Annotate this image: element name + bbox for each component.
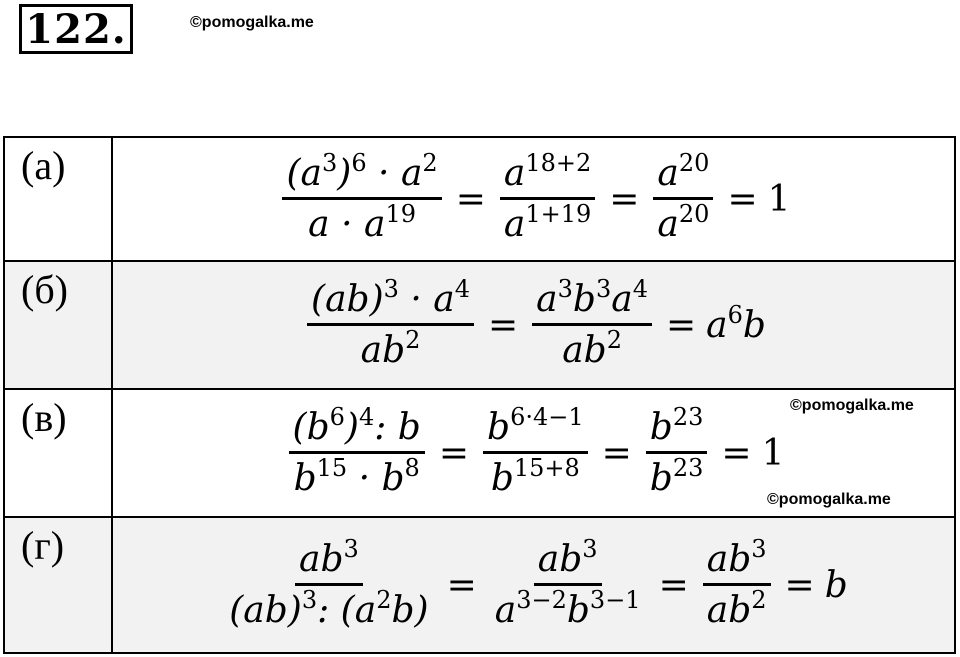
equals-sign: =	[601, 432, 632, 474]
row-label: (б)	[4, 261, 112, 389]
numerator: $(ab)^3 \cdot a^4$	[307, 279, 474, 325]
watermark-top: ©pomogalka.me	[190, 14, 314, 31]
fraction	[483, 403, 588, 499]
fraction	[532, 275, 652, 371]
denominator: $a^{1+19}$	[503, 199, 592, 245]
expression-cell	[112, 261, 955, 389]
denominator: $b^{15} \cdot b^8$	[293, 453, 420, 499]
numerator: $(b^6)^4$: b	[289, 407, 425, 453]
equals-sign: =	[666, 304, 697, 346]
equals-sign: =	[658, 564, 689, 606]
equals-sign: =	[727, 178, 758, 220]
equation	[276, 149, 791, 245]
row-g	[4, 517, 955, 653]
denominator: $ab^2$	[706, 585, 767, 631]
fraction	[703, 535, 771, 631]
fraction	[225, 535, 432, 631]
equals-sign: =	[455, 178, 486, 220]
row-label: (а)	[4, 137, 112, 261]
equals-sign: =	[446, 564, 477, 606]
fraction	[500, 149, 595, 245]
result: 1	[767, 178, 791, 220]
numerator: $a^3b^3a^4$	[532, 279, 652, 325]
numerator: $a^{18+2}$	[500, 153, 595, 199]
denominator: $ab^2$	[360, 325, 421, 371]
denominator: $b^{15+8}$	[490, 453, 580, 499]
numerator: $ab^3$	[703, 539, 771, 585]
row-a	[4, 137, 955, 261]
fraction	[653, 149, 713, 245]
equation	[219, 535, 848, 631]
equals-sign: =	[488, 304, 519, 346]
equation	[283, 403, 785, 499]
expression-cell	[112, 517, 955, 653]
equals-sign: =	[721, 432, 752, 474]
numerator: $a^{20}$	[653, 153, 713, 199]
row-b	[4, 261, 955, 389]
result: 1	[761, 432, 785, 474]
denominator: $a^{3-2}b^{3-1}$	[494, 585, 641, 631]
equation	[301, 275, 766, 371]
denominator: $a \cdot a^{19}$	[308, 199, 416, 245]
row-label: (г)	[4, 517, 112, 653]
denominator: $b^{23}$	[649, 453, 704, 499]
result: $a^6b$	[706, 300, 766, 346]
equals-sign: =	[438, 432, 470, 474]
result: b	[824, 564, 848, 606]
numerator: $b^{23}$	[646, 407, 708, 453]
solutions-table	[3, 136, 956, 654]
denominator: $ab^2$	[562, 325, 622, 371]
numerator: $b^{6\cdot 4-1}$	[483, 407, 588, 453]
numerator: $ab^3$	[295, 539, 363, 585]
fraction	[646, 403, 708, 499]
numerator: $(a^3)^6 \cdot a^2$	[282, 153, 441, 199]
watermark-middle: ©pomogalka.me	[790, 397, 914, 414]
problem-number: 122.	[19, 4, 133, 54]
row-label: (в)	[4, 389, 112, 517]
fraction	[289, 403, 425, 499]
equals-sign: =	[784, 564, 815, 606]
watermark-lower: ©pomogalka.me	[767, 491, 891, 508]
fraction	[282, 149, 441, 245]
numerator: $ab^3$	[534, 539, 602, 585]
fraction	[307, 275, 474, 371]
equals-sign: =	[609, 178, 640, 220]
expression-cell	[112, 137, 955, 261]
denominator: $a^{20}$	[657, 199, 710, 245]
fraction	[491, 535, 645, 631]
denominator: (ab)$^3$: $(a^2b)$	[229, 585, 429, 631]
